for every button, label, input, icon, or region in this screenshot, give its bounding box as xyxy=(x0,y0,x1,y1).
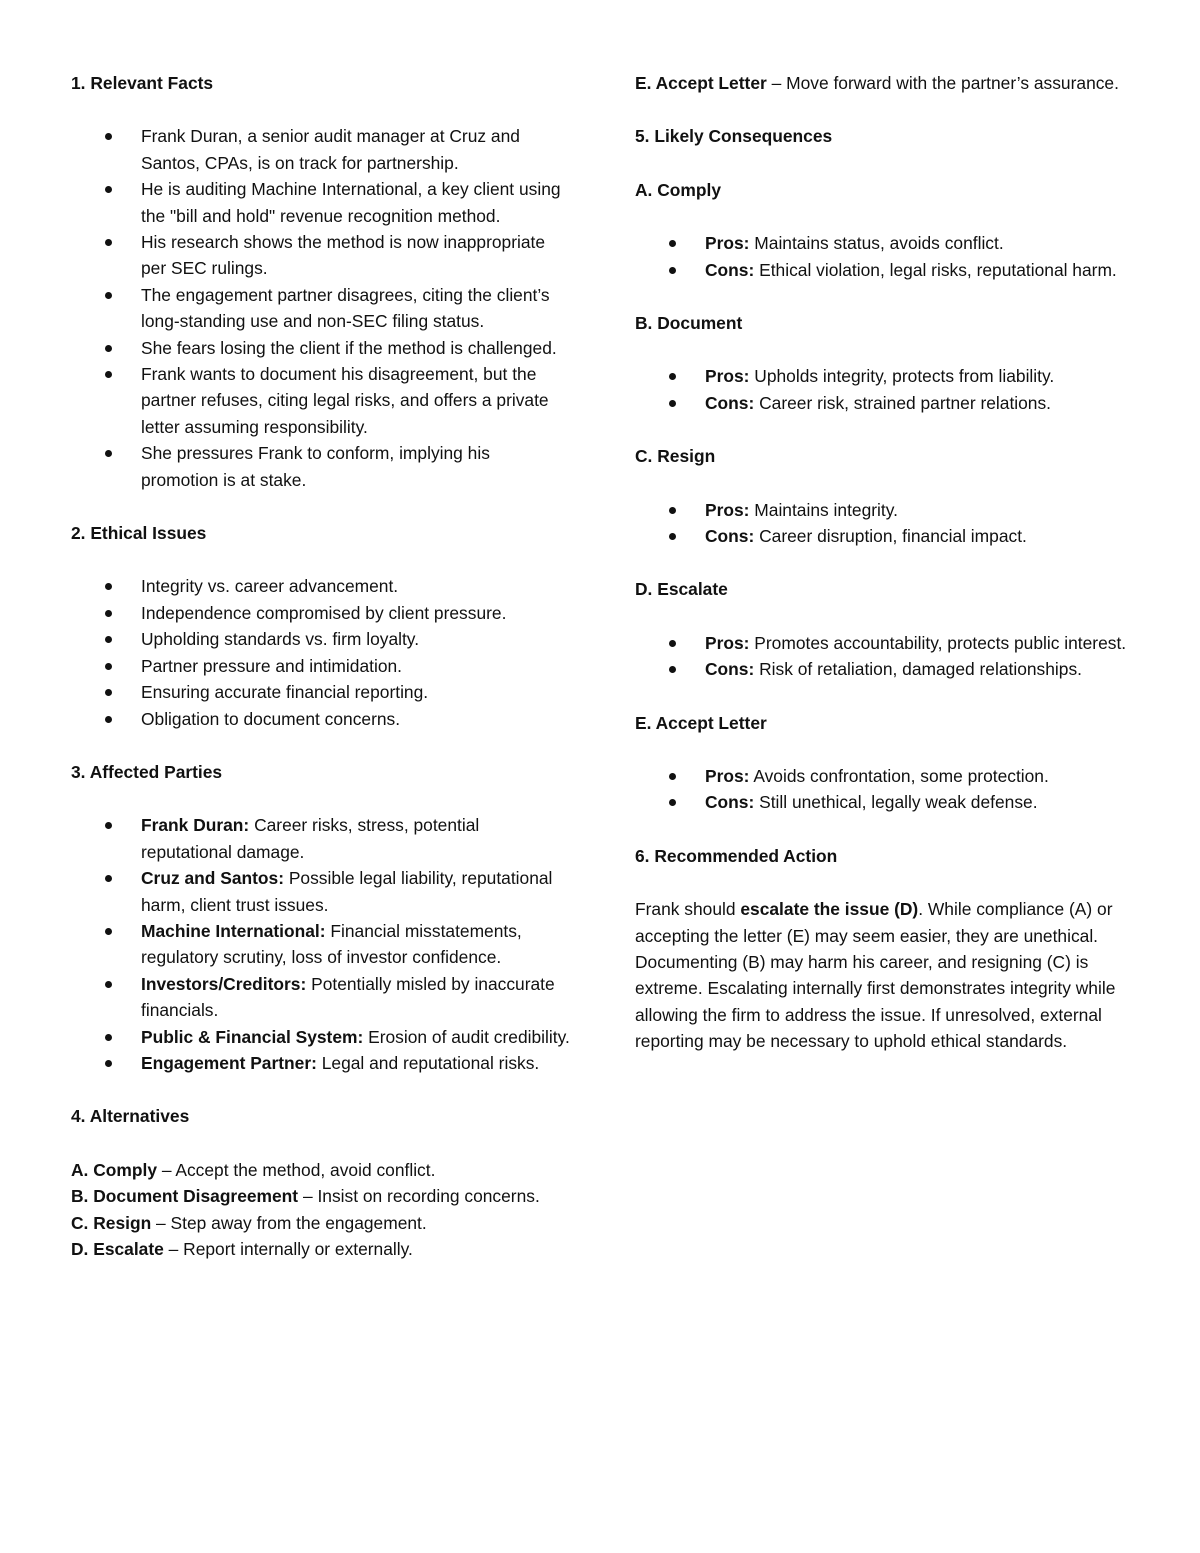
relevant-facts-list xyxy=(71,123,571,493)
section-heading-recommendation: 6. Recommended Action xyxy=(635,845,838,866)
bullet-icon xyxy=(105,239,112,246)
bullet-icon xyxy=(669,507,676,514)
list-item: Pros: Maintains status, avoids conflict. xyxy=(635,230,1135,256)
list-item: Cruz and Santos: Possible legal liability, reputational harm, client trust issues. xyxy=(71,865,571,918)
bullet-icon xyxy=(105,345,112,352)
list-item: Public & Financial System: Erosion of audit credibility. xyxy=(71,1024,571,1050)
option-heading-resign: C. Resign xyxy=(635,446,716,467)
bullet-icon xyxy=(105,689,112,696)
list-item: Integrity vs. career advancement. xyxy=(71,573,571,599)
bullet-icon xyxy=(669,533,676,540)
bullet-icon xyxy=(105,981,112,988)
alternative-item: C. Resign – Step away from the engagement. xyxy=(71,1212,427,1233)
list-item: Partner pressure and intimidation. xyxy=(71,653,571,679)
section-heading-alternatives: 4. Alternatives xyxy=(71,1106,190,1127)
bullet-icon xyxy=(669,640,676,647)
option-heading-escalate: D. Escalate xyxy=(635,579,728,600)
affected-parties-list xyxy=(71,812,571,1076)
bullet-icon xyxy=(105,875,112,882)
bullet-icon xyxy=(105,610,112,617)
list-item: She fears losing the client if the method is challenged. xyxy=(71,335,571,361)
option-heading-document: B. Document xyxy=(635,313,743,333)
list-item: Frank Duran, a senior audit manager at Cruz and Santos, CPAs, is on track for partnership. xyxy=(71,123,571,176)
bullet-icon xyxy=(669,666,676,673)
alternative-item: B. Document Disagreement – Insist on recording concerns. xyxy=(71,1186,540,1207)
document-consequences-list xyxy=(635,363,1135,416)
list-item: Frank wants to document his disagreement, but the partner refuses, citing legal risks, and offers a private letter assuming responsibility. xyxy=(71,361,571,440)
list-item: Cons: Risk of retaliation, damaged relationships. xyxy=(635,656,1135,682)
alternative-item: E. Accept Letter – Move forward with the partner’s assurance. xyxy=(635,73,1119,93)
list-item: Frank Duran: Career risks, stress, potential reputational damage. xyxy=(71,812,571,865)
bullet-icon xyxy=(669,773,676,780)
option-heading-accept-letter: E. Accept Letter xyxy=(635,712,767,733)
option-heading-comply: A. Comply xyxy=(635,179,721,200)
alternative-item: D. Escalate – Report internally or externally. xyxy=(71,1238,413,1259)
ethical-issues-list xyxy=(71,573,571,731)
list-item: Machine International: Financial misstatements, regulatory scrutiny, loss of investor confidence. xyxy=(71,918,571,971)
list-item: Pros: Avoids confrontation, some protection. xyxy=(635,763,1135,789)
list-item: Pros: Promotes accountability, protects public interest. xyxy=(635,630,1135,656)
bullet-icon xyxy=(105,1060,112,1067)
bullet-icon xyxy=(105,371,112,378)
section-heading-ethical-issues: 2. Ethical Issues xyxy=(71,523,207,544)
right-column xyxy=(635,70,1135,1055)
list-item: Cons: Career risk, strained partner relations. xyxy=(635,390,1135,416)
bullet-icon xyxy=(105,133,112,140)
bullet-icon xyxy=(669,240,676,247)
section-heading-relevant-facts: 1. Relevant Facts xyxy=(71,73,214,93)
accept-letter-consequences-list xyxy=(635,763,1135,816)
list-item: Cons: Ethical violation, legal risks, reputational harm. xyxy=(635,257,1135,283)
list-item: The engagement partner disagrees, citing the client’s long-standing use and non-SEC filing status. xyxy=(71,282,571,335)
bullet-icon xyxy=(105,822,112,829)
bullet-icon xyxy=(669,267,676,274)
alternative-item: A. Comply – Accept the method, avoid conflict. xyxy=(71,1159,436,1180)
section-heading-consequences: 5. Likely Consequences xyxy=(635,126,833,147)
list-item: Obligation to document concerns. xyxy=(71,706,571,732)
bullet-icon xyxy=(105,928,112,935)
list-item: Upholding standards vs. firm loyalty. xyxy=(71,626,571,652)
list-item: His research shows the method is now inappropriate per SEC rulings. xyxy=(71,229,571,282)
resign-consequences-list xyxy=(635,497,1135,550)
bullet-icon xyxy=(669,799,676,806)
recommendation-paragraph: Frank should escalate the issue (D). While compliance (A) or accepting the letter (E) may seem easier, they are unethical. Documenting (B) may harm his career, and resigning (C) is extreme. Escalating internally first demonstrates integrity while allowing the firm to address the issue. If unresolved, external reporting may be necessary to uphold ethical standards. xyxy=(635,899,1116,1052)
bullet-icon xyxy=(105,583,112,590)
bullet-icon xyxy=(105,636,112,643)
list-item: Investors/Creditors: Potentially misled by inaccurate financials. xyxy=(71,971,571,1024)
bullet-icon xyxy=(105,1034,112,1041)
list-item: Independence compromised by client pressure. xyxy=(71,600,571,626)
comply-consequences-list xyxy=(635,230,1135,283)
bullet-icon xyxy=(669,373,676,380)
list-item: Cons: Still unethical, legally weak defense. xyxy=(635,789,1135,815)
list-item: She pressures Frank to conform, implying his promotion is at stake. xyxy=(71,440,571,493)
list-item: Pros: Maintains integrity. xyxy=(635,497,1135,523)
section-heading-affected-parties: 3. Affected Parties xyxy=(71,761,223,782)
list-item: Cons: Career disruption, financial impact. xyxy=(635,523,1135,549)
escalate-consequences-list xyxy=(635,630,1135,683)
left-column xyxy=(71,70,571,1262)
bullet-icon xyxy=(105,716,112,723)
list-item: He is auditing Machine International, a key client using the "bill and hold" revenue recognition method. xyxy=(71,176,571,229)
bullet-icon xyxy=(105,186,112,193)
list-item: Engagement Partner: Legal and reputational risks. xyxy=(71,1050,571,1076)
list-item: Ensuring accurate financial reporting. xyxy=(71,679,571,705)
bullet-icon xyxy=(105,292,112,299)
list-item: Pros: Upholds integrity, protects from liability. xyxy=(635,363,1135,389)
bullet-icon xyxy=(669,400,676,407)
bullet-icon xyxy=(105,663,112,670)
bullet-icon xyxy=(105,450,112,457)
